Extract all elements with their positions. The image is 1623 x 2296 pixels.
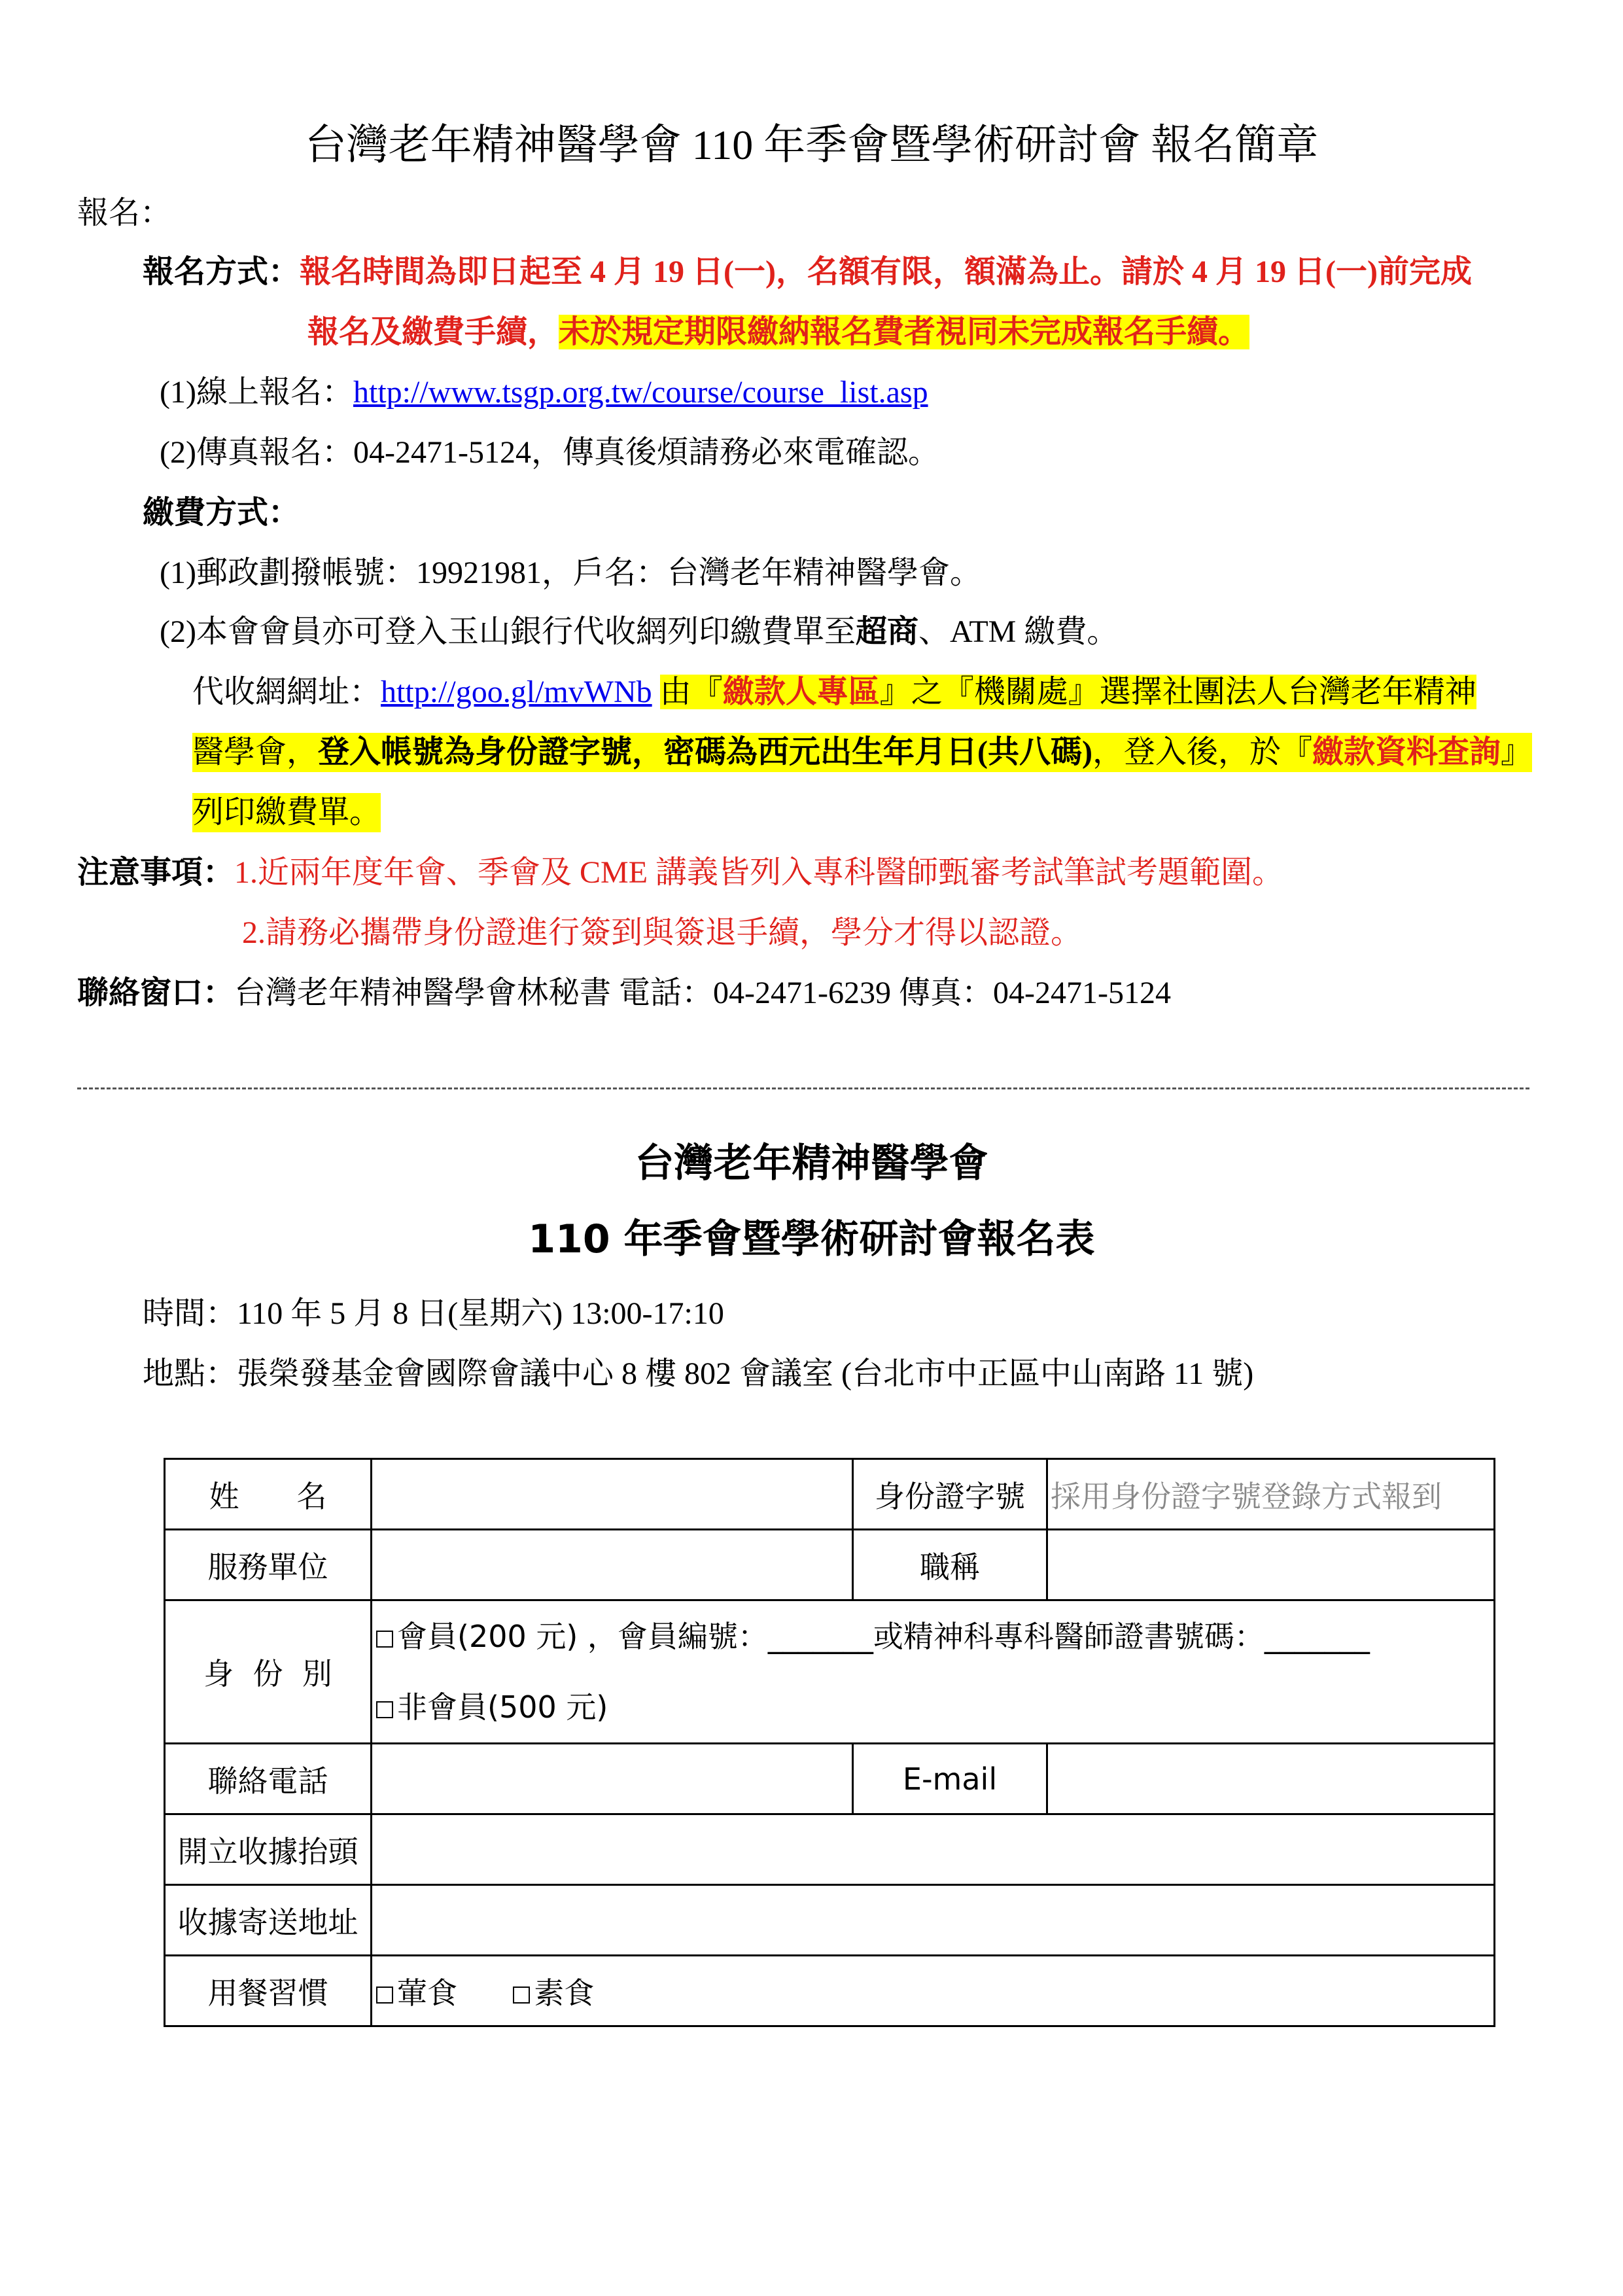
note-1: 1.近兩年度年會、季會及 CME 講義皆列入專科醫師甄審考試筆試考題範圍。 [234, 855, 1284, 890]
meal-label: 用餐習慣 [165, 1956, 372, 2026]
identity-label: 身 份 別 [165, 1600, 372, 1744]
contact-text: 台灣老年精神醫學會林秘書 電話：04-2471-6239 傳真：04-2471-5124 [234, 976, 1171, 1010]
payment-postal: (1)郵政劃撥帳號：19921981，戶名：台灣老年精神醫學會。 [160, 556, 981, 590]
online-registration [160, 373, 928, 412]
payment-member [160, 612, 1118, 652]
receipt-title-field[interactable] [372, 1814, 1495, 1885]
method-text-line1: 報名時間為即日起至 4 月 19 日(一)，名額有限，額滿為止。請於 4 月 19 日(一)前完成 [300, 255, 1472, 289]
online-label: (1)線上報名： [160, 375, 353, 410]
method-text-line2a: 報名及繳費手續， [307, 315, 559, 349]
event-time: 時間：110 年 5 月 8 日(星期六) 13:00-17:10 [143, 1296, 724, 1331]
instr1-c: 』之『機關處』選擇社團法人台灣老年精神 [879, 675, 1476, 709]
payment-heading: 繳費方式： [143, 495, 300, 530]
method-text-line2b: 未於規定期限繳納報名費者視同未完成報名手續。 [559, 315, 1250, 349]
form-row-meal [165, 1956, 1495, 2026]
form-row-receipt-title [165, 1814, 1495, 1885]
cut-line-divider [77, 1087, 1529, 1091]
notes-line1 [77, 853, 1283, 892]
note-2: 2.請務必攜帶身份證進行簽到與簽退手續，學分才得以認證。 [242, 915, 1083, 950]
site-label: 代收網網址： [192, 675, 381, 709]
payment-site-link[interactable]: http://goo.gl/mvWNb [381, 675, 652, 709]
meal-options [372, 1956, 1495, 2026]
form-title-1: 台灣老年精神醫學會 [635, 1140, 988, 1186]
nonmember-option-label: 非會員(500 元) [397, 1689, 608, 1725]
instr2-d: 繳款資料查詢 [1312, 735, 1501, 769]
online-registration-link[interactable]: http://www.tsgp.org.tw/course/course_list.asp [353, 375, 928, 410]
form-row-name [165, 1459, 1495, 1530]
id-label: 身份證字號 [853, 1459, 1047, 1530]
method-label: 報名方式： [143, 255, 300, 289]
form-row-org [165, 1530, 1495, 1600]
nonmember-checkbox[interactable] [376, 1701, 393, 1718]
instr2-a: 醫學會， [192, 735, 319, 769]
instr2-c: ，登入後，於『 [1092, 735, 1313, 769]
instr1-a: 由『 [659, 675, 723, 709]
meat-checkbox[interactable] [376, 1987, 393, 2004]
payment-member-store: 超商 [855, 614, 918, 649]
instr2-e: 』 [1501, 735, 1533, 769]
payment-member-text: (2)本會會員亦可登入玉山銀行代收網列印繳費單至 [160, 614, 856, 649]
instr1-b: 繳款人專區 [722, 675, 880, 709]
org-label: 服務單位 [165, 1530, 372, 1600]
registration-method-line2 [307, 313, 1249, 352]
position-field[interactable] [1047, 1530, 1495, 1600]
email-field[interactable] [1047, 1744, 1495, 1814]
position-label: 職稱 [853, 1530, 1047, 1600]
payment-member-atm: 、ATM 繳費。 [918, 614, 1119, 649]
form-row-receipt-address [165, 1885, 1495, 1956]
form-row-identity [165, 1600, 1495, 1744]
veg-label: 素食 [534, 1975, 595, 2011]
receipt-title-label: 開立收據抬頭 [165, 1814, 372, 1885]
form-row-contact [165, 1744, 1495, 1814]
fax-registration: (2)傳真報名：04-2471-5124，傳真後煩請務必來電確認。 [160, 435, 939, 470]
page-title: 台灣老年精神醫學會 110 年季會暨學術研討會 報名簡章 [304, 122, 1319, 168]
instr2-b: 登入帳號為身份證字號，密碼為西元出生年月日(共八碼) [318, 735, 1092, 769]
payment-instruction-2 [192, 733, 1532, 772]
id-field[interactable]: 採用身份證字號登錄方式報到 [1047, 1459, 1495, 1530]
registration-method [143, 253, 1472, 292]
email-label: E-mail [853, 1744, 1047, 1814]
meat-label: 葷食 [397, 1975, 457, 2011]
name-label: 姓 名 [165, 1459, 372, 1530]
identity-options [372, 1600, 1495, 1744]
org-field[interactable] [372, 1530, 853, 1600]
contact [77, 974, 1171, 1013]
phone-field[interactable] [372, 1744, 853, 1814]
notes-label: 注意事項： [77, 855, 235, 890]
registration-form-table [164, 1458, 1495, 2027]
event-place: 地點：張榮發基金會國際會議中心 8 樓 802 會議室 (台北市中正區中山南路 11 號) [143, 1356, 1254, 1391]
contact-label: 聯絡窗口： [77, 976, 235, 1010]
registration-heading: 報名： [77, 196, 172, 230]
name-field[interactable] [372, 1459, 853, 1530]
nonmember-option[interactable] [376, 1672, 1490, 1742]
member-option-label: 會員(200 元) ，會員編號：_______或精神科專科醫師證書號碼：_______ [397, 1619, 1370, 1654]
payment-site [192, 673, 1476, 712]
receipt-address-label: 收據寄送地址 [165, 1885, 372, 1956]
meal-option-veg[interactable] [513, 1975, 594, 2011]
receipt-address-field[interactable] [372, 1885, 1495, 1956]
member-checkbox[interactable] [376, 1631, 393, 1648]
payment-instruction-1 [660, 675, 1476, 709]
meal-option-meat[interactable] [376, 1975, 457, 2011]
phone-label: 聯絡電話 [165, 1744, 372, 1814]
payment-instruction-3: 列印繳費單。 [192, 793, 381, 832]
veg-checkbox[interactable] [513, 1987, 530, 2004]
member-option[interactable] [376, 1601, 1490, 1672]
form-title-2: 110 年季會暨學術研討會報名表 [528, 1216, 1095, 1262]
